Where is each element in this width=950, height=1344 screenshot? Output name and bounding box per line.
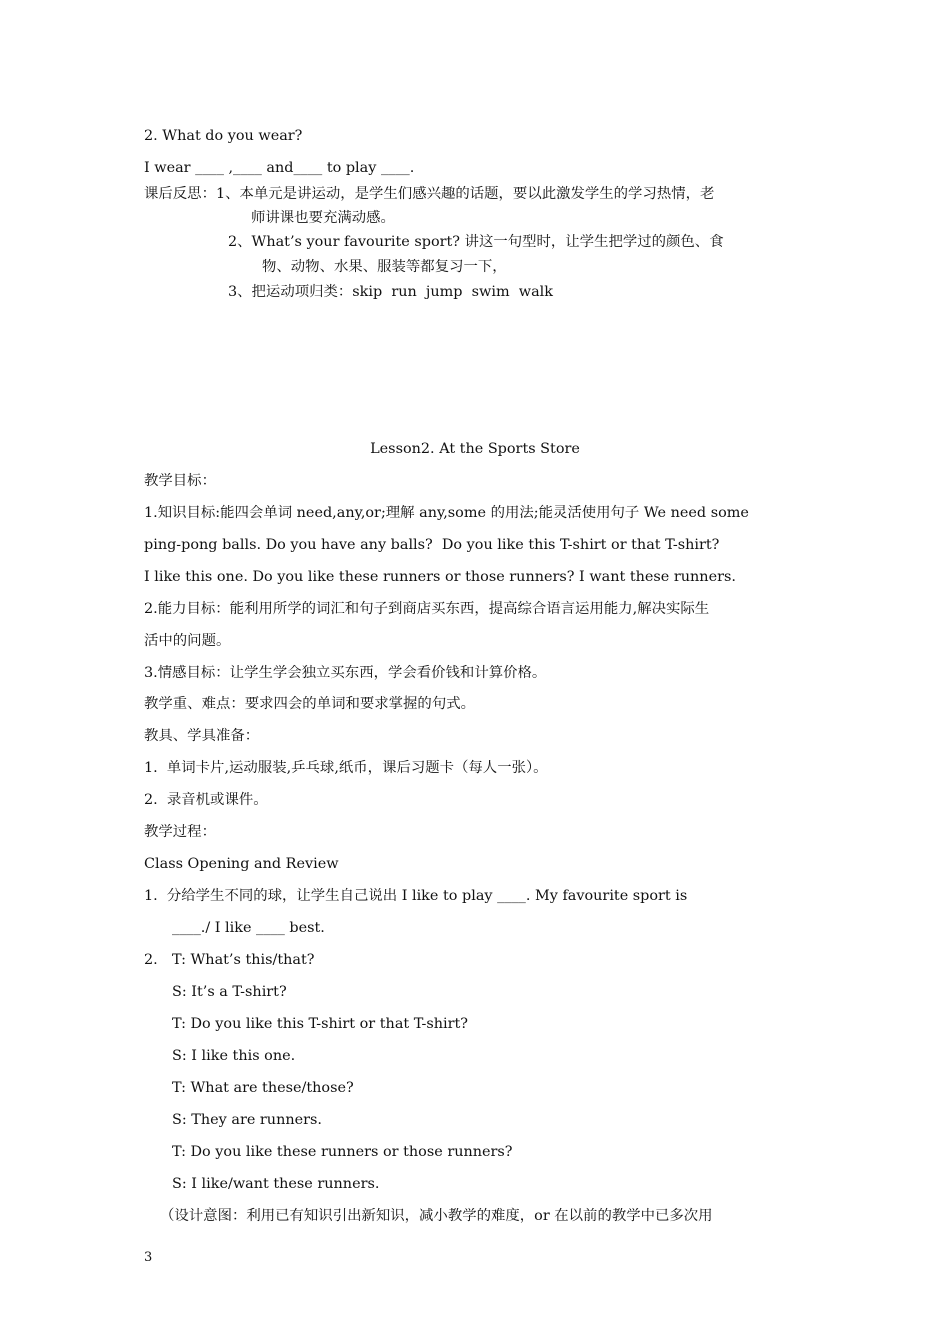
goal-1-line-1: 1.知识目标:能四会单词 need,any,or;理解 any,some 的用法;能灵活使用句子 We need some xyxy=(144,505,749,521)
prep-heading: 教具、学具准备： xyxy=(144,728,260,744)
step-2-number: 2. xyxy=(144,952,158,968)
goal-2-line-2: 活中的问题。 xyxy=(144,633,231,649)
reflection-line-3: 2、What’s your favourite sport? 讲这一句型时，让学生把学过的颜色、食 xyxy=(228,234,724,250)
section-title: Class Opening and Review xyxy=(144,856,339,872)
lesson-title: Lesson2. At the Sports Store xyxy=(370,441,580,457)
step-1-line-2: ____./ I like ____ best. xyxy=(172,920,325,936)
goal-3: 3.情感目标：让学生学会独立买东西，学会看价钱和计算价格。 xyxy=(144,665,547,681)
reflection-line-4: 物、动物、水果、服装等都复习一下， xyxy=(262,259,507,275)
goal-1-line-2: ping-pong balls. Do you have any balls? Do you like this T-shirt or that T-shirt? xyxy=(144,537,720,553)
dialogue-line: S: It’s a T-shirt? xyxy=(172,984,287,1000)
answer-line: I wear ____ ,____ and____ to play ____. xyxy=(144,160,415,176)
goal-2-line-1: 2.能力目标：能利用所学的词汇和句子到商店买东西，提高综合语言运用能力,解决实际生 xyxy=(144,601,710,617)
dialogue-line: T: What are these/those? xyxy=(172,1080,354,1096)
dialogue-line: T: Do you like this T-shirt or that T-shirt? xyxy=(172,1016,468,1032)
dialogue-line: S: I like/want these runners. xyxy=(172,1176,380,1192)
reflection-line-2: 师讲课也要充满动感。 xyxy=(251,210,395,226)
goals-heading: 教学目标： xyxy=(144,473,216,489)
prep-item-2: 2. 录音机或课件。 xyxy=(144,792,268,808)
reflection-line-5: 3、把运动项归类：skip run jump swim walk xyxy=(228,284,553,300)
dialogue-line: S: They are runners. xyxy=(172,1112,322,1128)
prep-item-1: 1. 单词卡片,运动服装,乒乓球,纸币，课后习题卡（每人一张）。 xyxy=(144,760,548,776)
dialogue-line: T: What’s this/that? xyxy=(172,952,315,968)
dialogue-line: T: Do you like these runners or those runners? xyxy=(172,1144,513,1160)
step-1-line-1: 1. 分给学生不同的球，让学生自己说出 I like to play ____. My favourite sport is xyxy=(144,888,688,904)
reflection-line-1: 课后反思：1、本单元是讲运动，是学生们感兴趣的话题，要以此激发学生的学习热情，老 xyxy=(144,186,715,202)
goal-1-line-3: I like this one. Do you like these runners or those runners? I want these runners. xyxy=(144,569,736,585)
question-2: 2. What do you wear? xyxy=(144,128,303,144)
design-note: （设计意图：利用已有知识引出新知识，减小教学的难度，or 在以前的教学中已多次用 xyxy=(160,1208,713,1224)
process-heading: 教学过程： xyxy=(144,824,216,840)
dialogue-line: S: I like this one. xyxy=(172,1048,296,1064)
page-number: 3 xyxy=(144,1250,153,1265)
key-points: 教学重、难点：要求四会的单词和要求掌握的句式。 xyxy=(144,696,475,712)
